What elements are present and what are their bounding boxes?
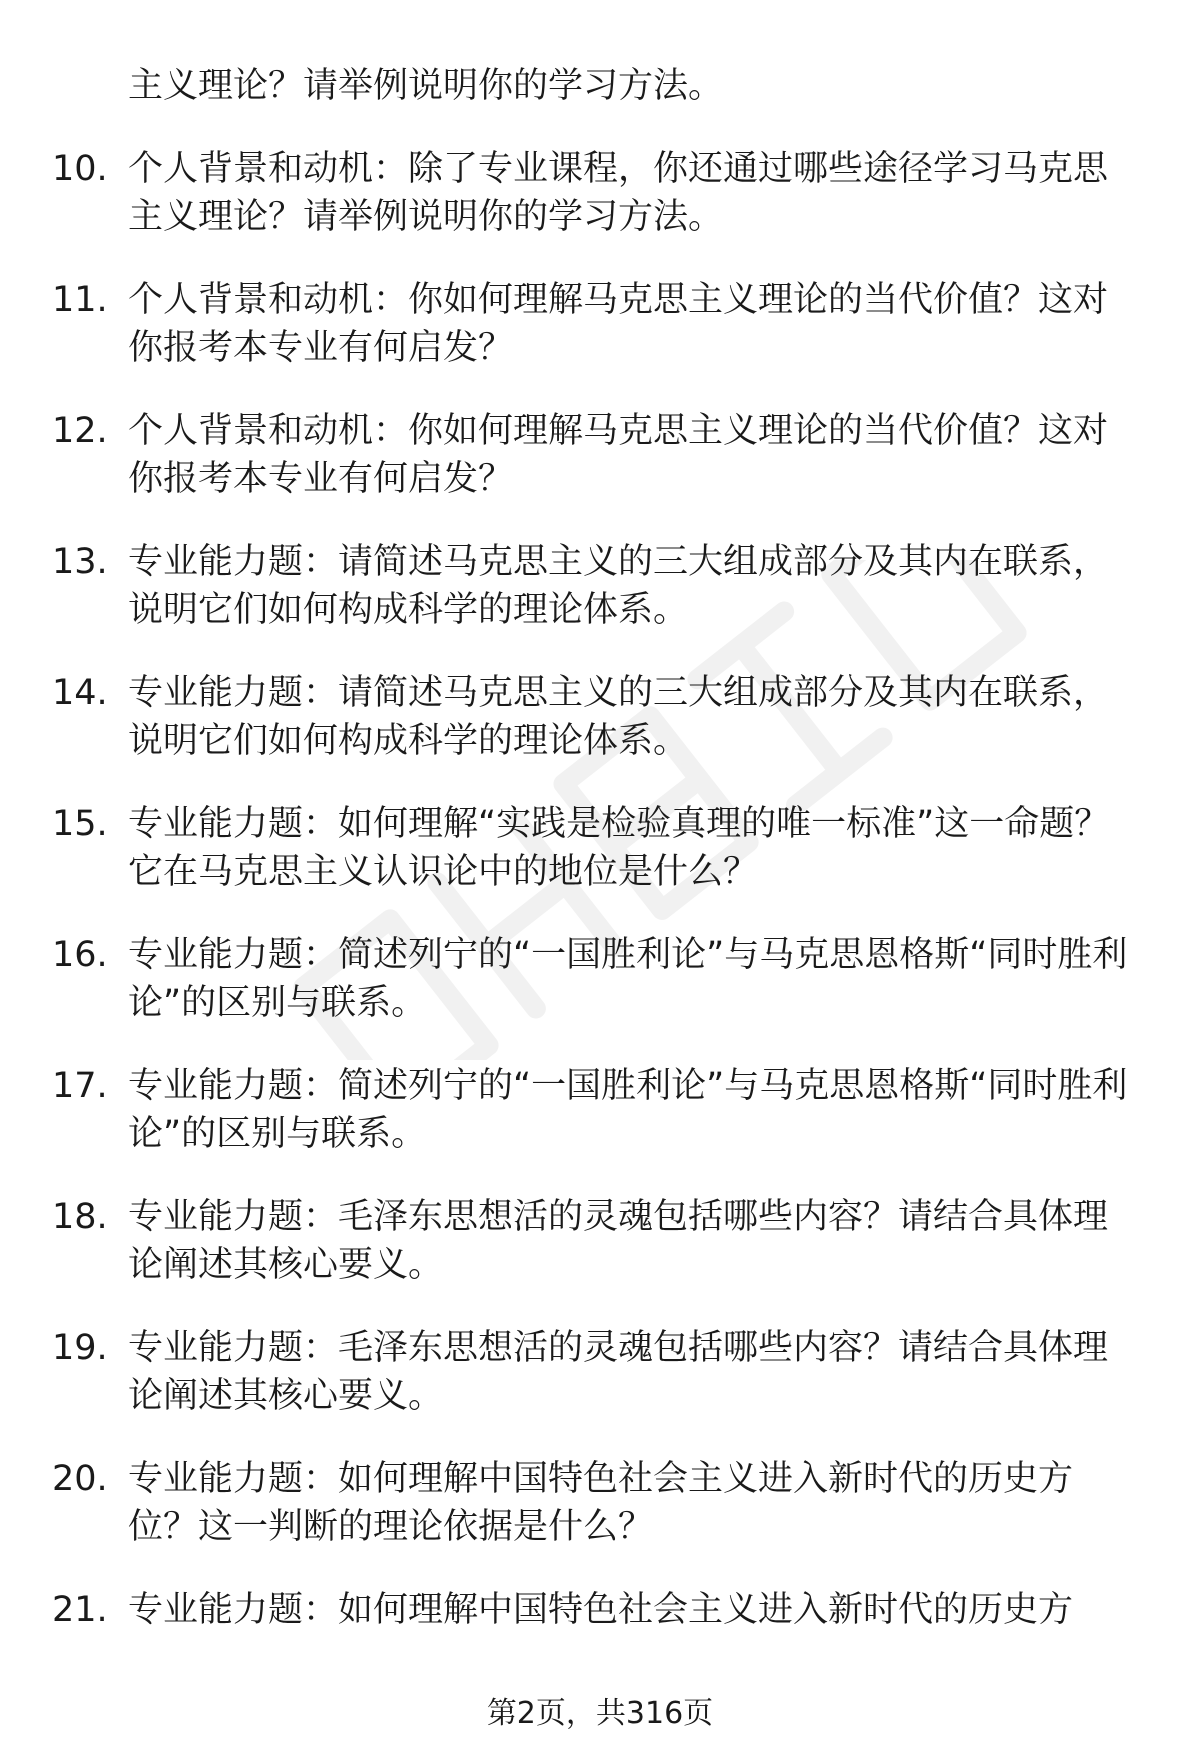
question-item [0,1455,1200,1586]
question-item [0,931,1200,1062]
question-text: 专业能力题：如何理解中国特色社会主义进入新时代的历史方 [128,1590,1074,1630]
question-number: 15. [52,804,108,844]
question-item [0,800,1200,931]
question-number: 19. [52,1328,108,1368]
question-text: 个人背景和动机：除了专业课程，你还通过哪些途径学习马克思主义理论？请举例说明你的学习方法。 [128,149,1109,237]
question-text: 专业能力题：请简述马克思主义的三大组成部分及其内在联系，说明它们如何构成科学的理论体系。 [128,673,1109,761]
question-number: 20. [52,1459,108,1499]
question-number: 10. [52,149,108,189]
question-number: 17. [52,1066,108,1106]
question-item [0,407,1200,538]
question-number: 21. [52,1590,108,1630]
question-item [0,669,1200,800]
page-footer: 第2页，共316页 [486,1696,714,1731]
question-number: 18. [52,1197,108,1237]
question-text: 专业能力题：毛泽东思想活的灵魂包括哪些内容？请结合具体理论阐述其核心要义。 [128,1197,1109,1285]
question-item [0,538,1200,669]
question-item [0,145,1200,276]
question-number: 14. [52,673,108,713]
question-text: 个人背景和动机：你如何理解马克思主义理论的当代价值？这对你报考本专业有何启发？ [128,411,1109,499]
question-list [0,145,1200,1717]
question-item [0,1324,1200,1455]
question-item [0,276,1200,407]
question-text: 专业能力题：简述列宁的“一国胜利论”与马克思恩格斯“同时胜利论”的区别与联系。 [128,1066,1128,1154]
question-number: 12. [52,411,108,451]
question-item [0,1193,1200,1324]
question-text: 专业能力题：毛泽东思想活的灵魂包括哪些内容？请结合具体理论阐述其核心要义。 [128,1328,1109,1416]
question-number: 16. [52,935,108,975]
question-text: 专业能力题：如何理解中国特色社会主义进入新时代的历史方位？这一判断的理论依据是什么？ [128,1459,1074,1547]
question-text: 专业能力题：如何理解“实践是检验真理的唯一标准”这一命题？它在马克思主义认识论中的地位是什么？ [128,804,1110,892]
question-text: 专业能力题：请简述马克思主义的三大组成部分及其内在联系，说明它们如何构成科学的理论体系。 [128,542,1109,630]
continuation-text: 主义理论？请举例说明你的学习方法。 [128,66,724,106]
question-text: 专业能力题：简述列宁的“一国胜利论”与马克思恩格斯“同时胜利论”的区别与联系。 [128,935,1128,1023]
question-item [0,1062,1200,1193]
question-number: 11. [52,280,108,320]
question-number: 13. [52,542,108,582]
question-text: 个人背景和动机：你如何理解马克思主义理论的当代价值？这对你报考本专业有何启发？ [128,280,1109,368]
